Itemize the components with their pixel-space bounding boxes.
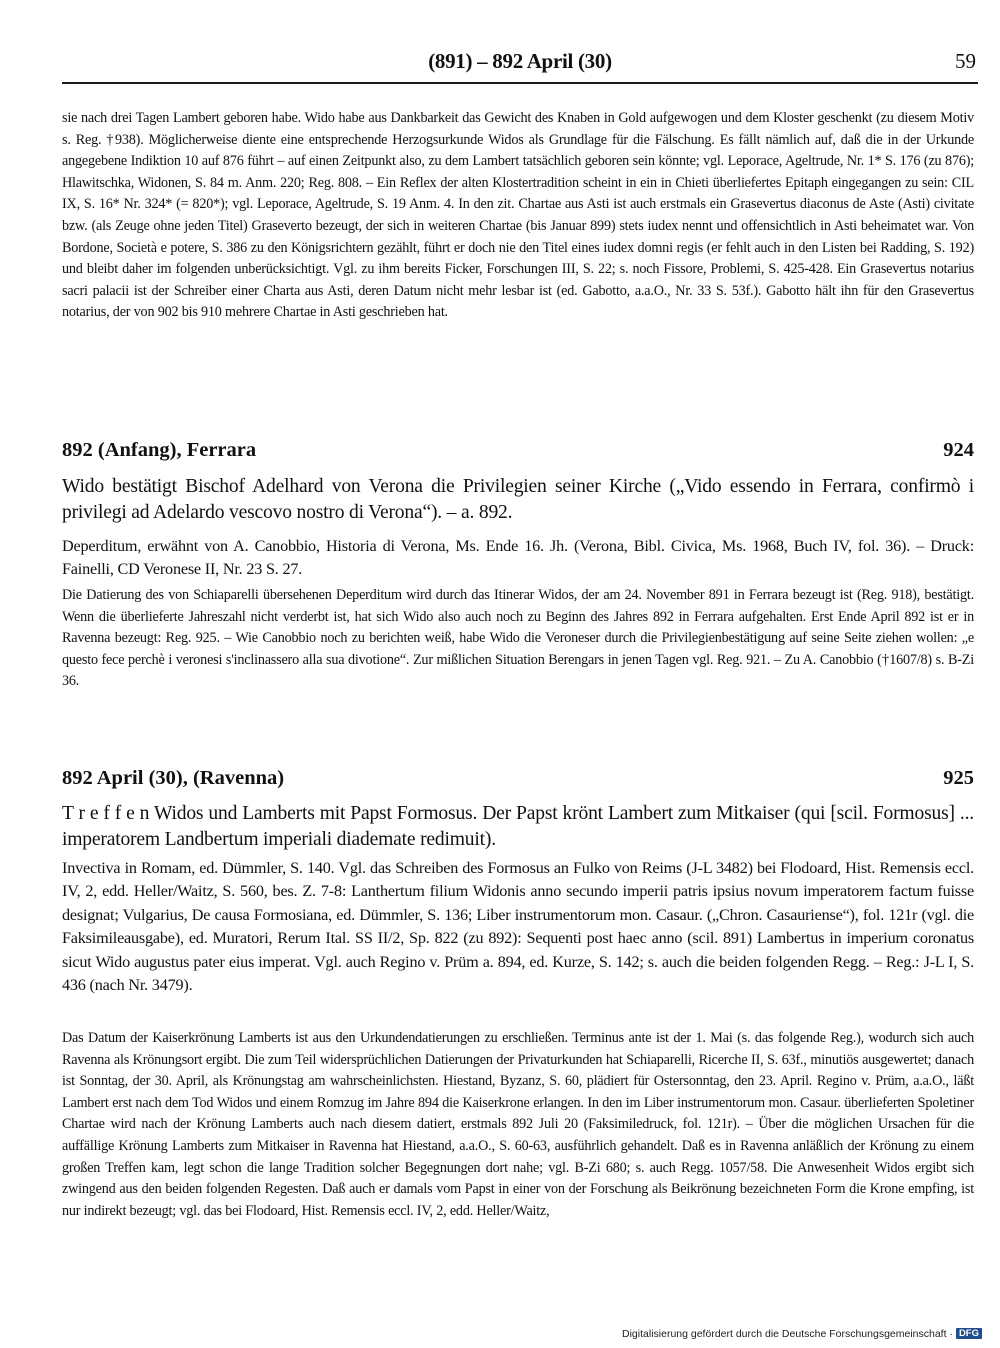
regest-sources: Invectiva in Romam, ed. Dümmler, S. 140. Vgl. das Schreiben des Formosus an Fulko von Reims (J-L 3482) bei Flodoard, Hist. Remensis eccl. IV, 2, edd. Heller/Waitz, S. 560, bes. Z. 7-8: Lanthertum filium Widonis anno secundo imperii patris ipsius novum imperatorem factum fuisse designat; Vulgarius, De causa Formosiana, ed. Dümmler, S. 136; Liber instrumentorum mon. Casaur. („Chron. Casauriense“), fol. 121r (vgl. die Faksimileausgabe), ed. Muratori, Rerum Ital. SS II/2, Sp. 822 (zu 892): Sequenti post haec anno (scil. 891) Lambertus in imperium coronatus sicut Wido augustus pater eius imperat. Vgl. auch Regino v. Prüm a. 894, ed. Kurze, S. 142; s. auch die beiden folgenden Regg. – Reg.: J-L I, S. 436 (nach Nr. 3479). [62, 859, 974, 995]
regest-summary: T r e f f e n Widos und Lamberts mit Papst Formosus. Der Papst krönt Lambert zum Mitkaiser (qui [scil. Formosus] ... imperatorem Landbertum imperiali diademate redimuit). [62, 803, 974, 850]
entry-date-place: 892 (Anfang), Ferrara [62, 439, 257, 461]
regest-number: 924 [943, 439, 974, 461]
regest-summary: Wido bestätigt Bischof Adelhard von Verona die Privilegien seiner Kirche („Vido essendo in Ferrara, confirmò i privilegi ad Adelardo vescovo nostro di Verona“). – a. 892. [62, 476, 974, 523]
funding-footer [622, 1328, 982, 1340]
dfg-logo: DFG [956, 1328, 982, 1339]
regest-commentary: Die Datierung des von Schiaparelli übersehenen Deperditum wird durch das Itinerar Widos, der am 24. November 891 in Ferrara bezeugt ist (Reg. 918), bestätigt. Wenn die überlieferte Jahreszahl nicht verderbt ist, hat sich Wido also auch noch zu Beginn des Jahres 892 in Ferrara aufgehalten. Erst Ende April 892 ist er in Ravenna bezeugt: Reg. 925. – Wie Canobbio noch zu berichten weiß, habe Wido die Veroneser durch die Privilegienbestätigung auf seine Seite ziehen wollen: „e questo fece perchè i veronesi s'inclinassero alla sua divotione“. Zur mißlichen Situation Berengars in jenen Tagen vgl. Reg. 921. – Zu A. Canobbio (†1607/8) s. B-Zi 36. [62, 587, 974, 690]
page-number: 59 [955, 49, 976, 73]
regest-sources: Deperditum, erwähnt von A. Canobbio, Historia di Verona, Ms. Ende 16. Jh. (Verona, Bibl. Civica, Ms. 1968, Buch IV, fol. 36). – Druck: Fainelli, CD Veronese II, Nr. 23 S. 27. [62, 537, 974, 579]
regest-number: 925 [943, 767, 974, 789]
continuation-commentary: sie nach drei Tagen Lambert geboren habe. Wido habe aus Dankbarkeit das Gewicht des Knaben in Gold aufgewogen und dem Kloster geschenkt (zu diesem Motiv s. Reg. †938). Möglicherweise diente eine entsprechende Herzogsurkunde Widos als Grundlage für die Fälschung. Es fällt nämlich auf, daß die in der Urkunde angegebene Indiktion 10 auf 876 führt – auf einen Zeitpunkt also, zu dem Lambert tatsächlich geboren sein könnte; vgl. Leporace, Ageltrude, Nr. 1* S. 176 (zu 876); Hlawitschka, Widonen, S. 84 m. Anm. 220; Reg. 808. – Ein Reflex der alten Klostertradition scheint in ein in Chieti überliefertes Epitaph eingegangen zu sein: CIL IX, S. 16* Nr. 324* (= 820*); vgl. Leporace, Ageltrude, S. 19 Anm. 4. In den zit. Chartae aus Asti ist auch erstmals ein Grasevertus diaconus de Aste (Asti) civitate bzw. (als Zeuge ohne jeden Titel) Graseverto bezeugt, der sich in weiteren Chartae (bis Januar 899) stets iudex nennt und offensichtlich in Asti beheimatet war. Von Bordone, Società e potere, S. 386 zu den Königsrichtern gezählt, führt er doch nie den Titel eines iudex domni regis (er fehlt auch in den Listen bei Radding, S. 192) und bleibt daher im folgenden unberücksichtigt. Vgl. zu ihm bereits Ficker, Forschungen III, S. 22; s. noch Fissore, Problemi, S. 425-428. Ein Grasevertus notarius sacri palacii ist der Schreiber einer Charta aus Asti, deren Datum nicht mehr lesbar ist (ed. Gabotto, a.a.O., Nr. 33 S. 53f.). Gabotto hält ihn für den Grasevertus notarius, der von 902 bis 910 mehrere Chartae in Asti geschrieben hat. [62, 110, 974, 321]
regest-commentary: Das Datum der Kaiserkrönung Lamberts ist aus den Urkundendatierungen zu erschließen. Terminus ante ist der 1. Mai (s. das folgende Reg.), wodurch sich auch Ravenna als Krönungsort ergibt. Die zum Teil widersprüchlichen Datierungen der Privaturkunden hat Schiaparelli, Ricerche II, S. 63f., minutiös ausgewertet; danach ist Sonntag, der 30. April, als Krönungstag am wahrscheinlichsten. Hiestand, Byzanz, S. 60, plädiert für Ostersonntag, den 23. April. Regino v. Prüm, a.a.O., läßt Lambert erst nach dem Tod Widos und einem Romzug im Jahre 894 die Kaiserkrone erlangen. In den im Liber instrumentorum mon. Casaur. überlieferten Spoletiner Chartae wird nach der Krönung Lamberts auch nach diesem datiert, erstmals 892 Juli 20 (Faksimiledruck, fol. 121r). – Über die möglichen Ursachen für die auffällige Krönung Lamberts zum Mitkaiser in Ravenna hat Hiestand, a.a.O., S. 60-63, ausführlich gehandelt. Daß es in Ravenna anläßlich der Krönung zu einem großen Treffen kam, legt schon die lange Tradition solcher Begegnungen dort nahe; vgl. B-Zi 680; s. auch Regg. 1057/58. Die Anwesenheit Widos ergibt sich zwingend aus den beiden folgenden Regesten. Daß auch er damals vom Papst in einer von der Forschung als Beikrönung bezeichneten Form die Krone empfing, ist nur indirekt bezeugt; vgl. das bei Flodoard, Hist. Remensis eccl. IV, 2, edd. Heller/Waitz, [62, 1030, 974, 1219]
page-header [62, 46, 978, 84]
funding-text: Digitalisierung gefördert durch die Deutsche Forschungsgemeinschaft · [622, 1328, 953, 1340]
entry-heading-924 [62, 439, 974, 467]
entry-date-place: 892 April (30), (Ravenna) [62, 767, 285, 789]
running-title: (891) – 892 April (30) [428, 49, 612, 73]
entry-heading-925 [62, 767, 974, 795]
